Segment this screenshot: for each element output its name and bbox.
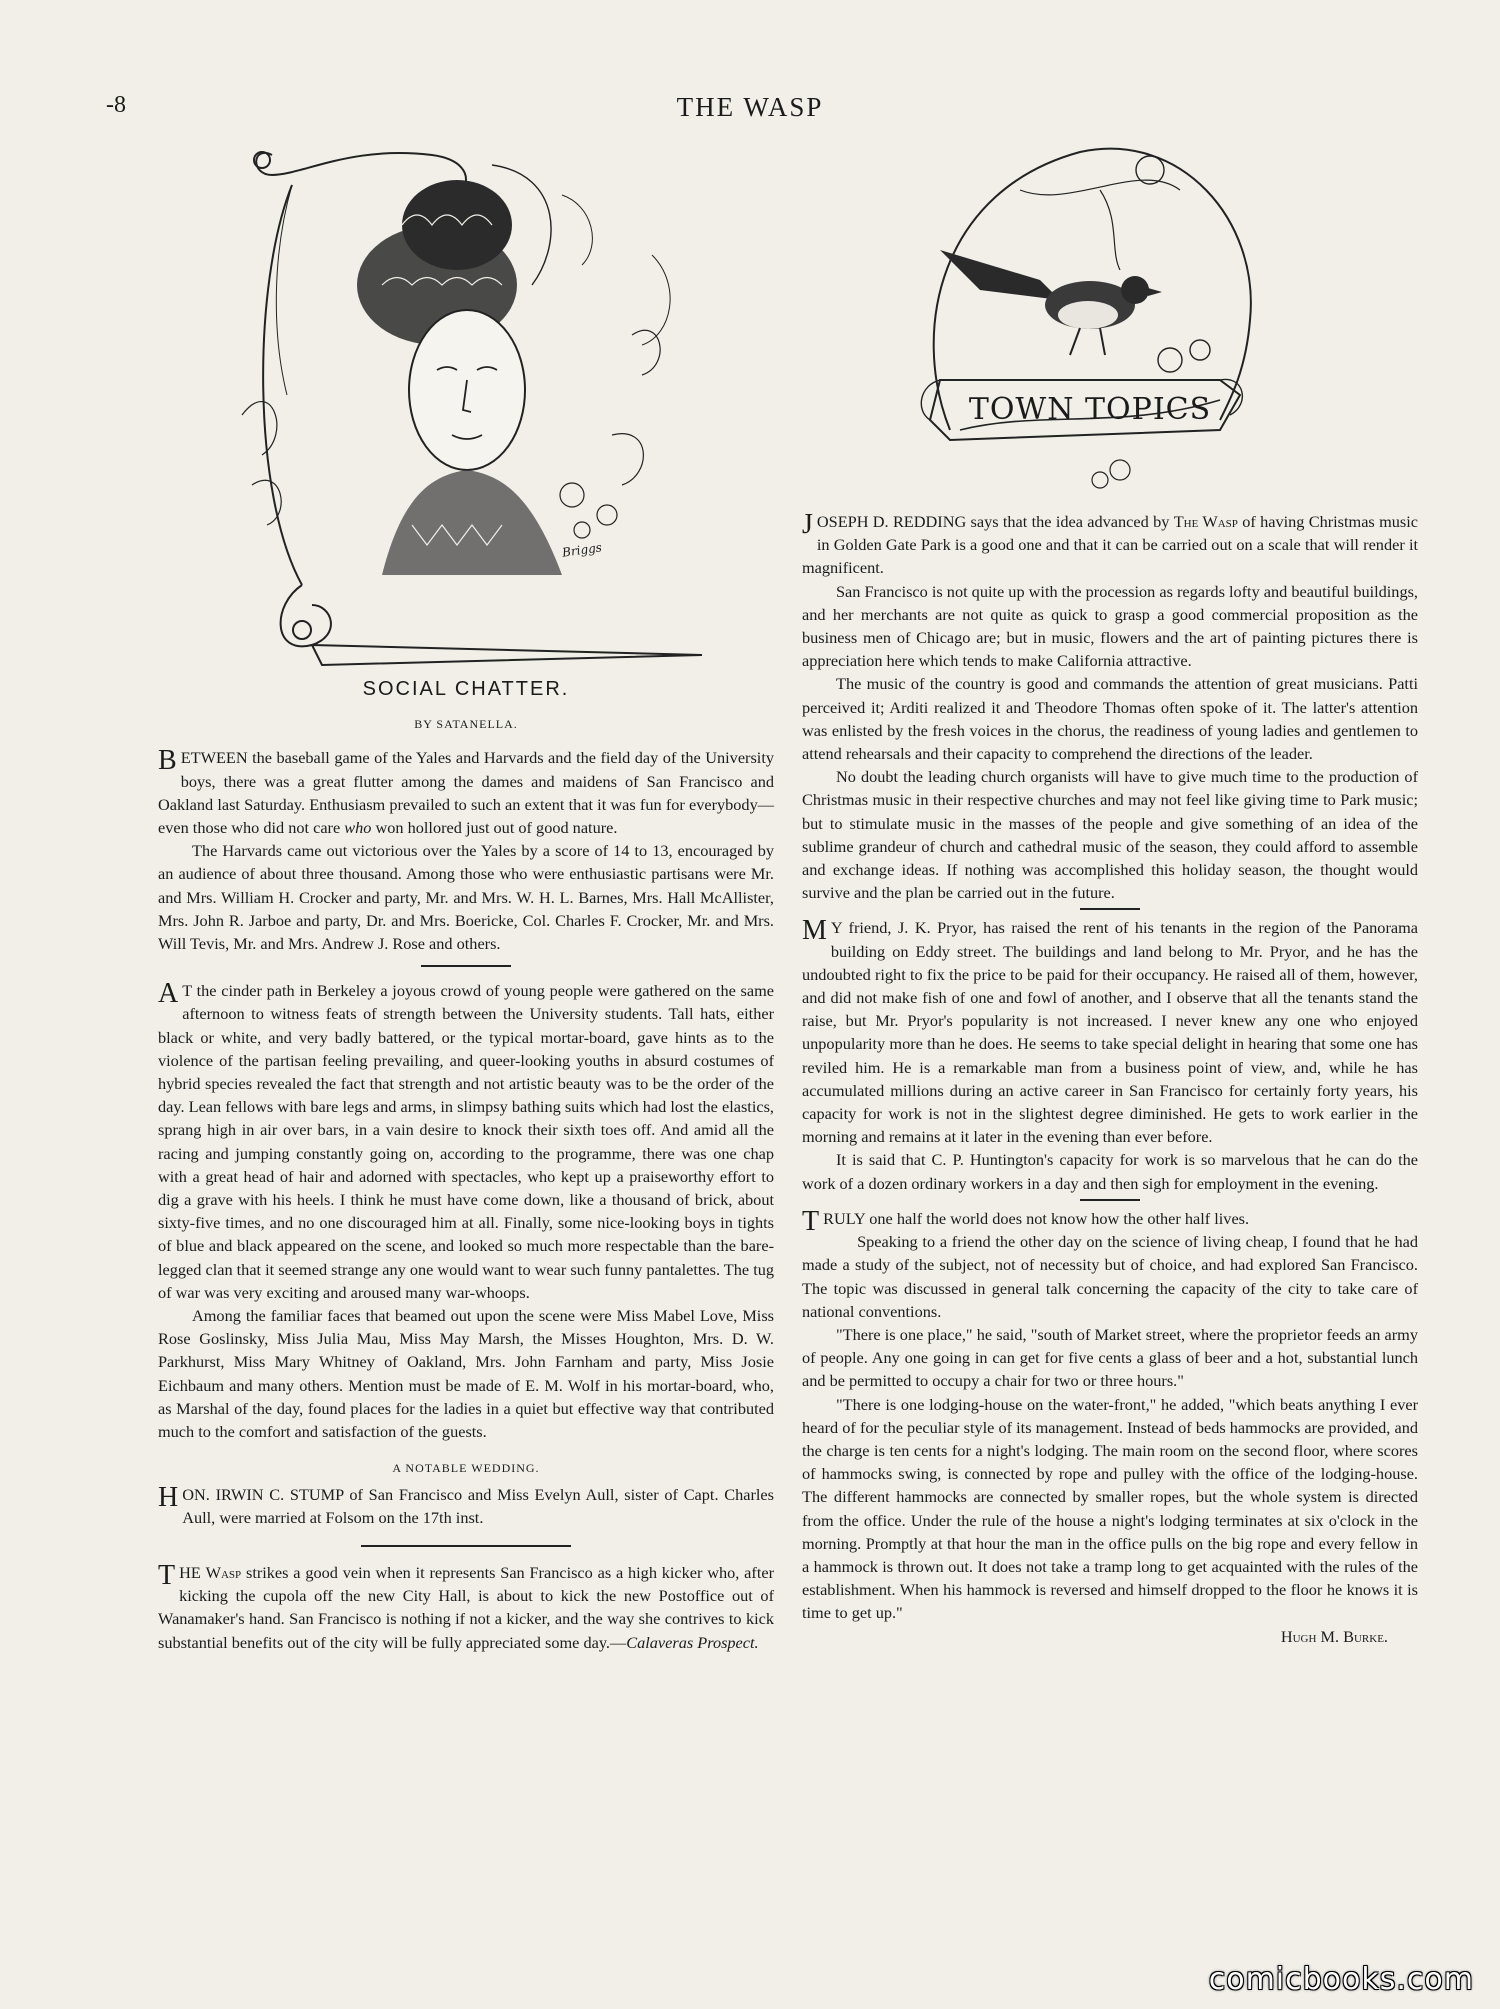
drop-cap: A xyxy=(158,978,179,1010)
paragraph-text: HE xyxy=(179,1562,201,1582)
drop-cap: T xyxy=(158,1559,176,1591)
article-paragraph xyxy=(158,746,774,839)
drop-cap: B xyxy=(158,745,177,777)
article-paragraph: The music of the country is good and commands the attention of great musicians. Patti perceived it; Arditi realized it and Theodore Thomas often spoke of it. The latter's attention was enlisted by the fresh voices in the chorus, the readiness of young ladies and gentlemen to attend rehearsals and their capacity to comprehend the directions of the leader. xyxy=(802,674,1418,764)
article-paragraph: "There is one lodging-house on the water-front," he added, "which beats anything I ever heard of for the peculiar style of its management. Instead of beds hammocks are provided, and the charge is ten cents for a night's lodging. The main room on the second floor, where scores of hammocks swing, is connected by rope and pulley with the office of the lodging-house. The different hammocks are connected by smaller ropes, but the whole system is directed from the office. Under the rule of the house a night's lodging terminates at six o'clock in the morning. Promptly at that hour the man in the office pulls on the big rope and every fellow in a hammock is thrown out. It does not take a tramp long to get acquainted with the rules of the establishment. When his hammock is reversed and himself dropped to the floor he knows it is time to get up." xyxy=(802,1394,1418,1623)
drop-cap: H xyxy=(158,1481,179,1513)
paragraph-text: T the cinder path in Berkeley a joyous crowd of young people were gathered on the same afternoon to witness feats of strength between the University students. Tall hats, either black or white, and very badly battered, or the typical mortar-board, gave hints as to the violence of the partisan feeling prevailing, and queer-looking youths in absurd costumes of hybrid species revealed the fact that strength and not artistic beauty was to be the order of the day. Lean fellows with bare legs and arms, in slimpsy bathing suits which had lost the elastics, sprang high in air over bars, in a vain desire to knock their sixth toes off. And amid all the racing and jumping constantly going on, according to the programme, there was one chap with a great head of hair and adorned with spectacles, who kept up a praiseworthy effort to dig a grave with his heels. I think he must have come down, like a thousand of brick, about sixty-five times, and no one discouraged him at all. Finally, some nice-looking boys in tights of blue and black appeared on the scene, and looked so much more respectable than the bare-legged clan that it seemed strange any one would want to wear such funny pantalettes. The tug of war was very exciting and aroused many war-whoops. xyxy=(158,981,774,1302)
source-citation: Calaveras Prospect. xyxy=(626,1632,759,1652)
article-paragraph: Among the familiar faces that beamed out upon the scene were Miss Mabel Love, Miss Rose Goslinsky, Miss Julia Mau, Miss May Marsh, the Misses Houghton, Mrs. D. W. Parkhurst, Miss Mary Whitney of Oakland, Mrs. John Farnham and party, Miss Josie Eichbaum and many others. Mention must be made of E. M. Wolf in his mortar-board, who, as Marshal of the day, found places for the ladies in a quiet but effective way that contributed much to the comfort and satisfaction of the guests. xyxy=(158,1306,774,1442)
paragraph-text: ON. IRWIN C. STUMP of San Francisco and Miss Evelyn Aull, sister of Capt. Charles Aull, were married at Folsom on the 17th inst. xyxy=(182,1484,774,1527)
divider xyxy=(361,1545,571,1547)
masthead: THE WASP xyxy=(676,92,824,122)
article-paragraph: The Harvards came out victorious over the Yales by a score of 14 to 13, encouraged by an audience of about three thousand. Among those who were enthusiastic partisans were Mr. and Mrs. William H. Crocker and party, Mr. and Mrs. W. H. L. Barnes, Mrs. Hall McAllister, Mrs. John R. Jarboe and party, Dr. and Mrs. Boericke, Col. Charles F. Crocker, Mr. and Mrs. Will Tevis, Mr. and Mrs. Andrew J. Rose and others. xyxy=(158,841,774,954)
paragraph-text: RULY one half the world does not know how the other half lives. xyxy=(823,1208,1250,1228)
left-column xyxy=(158,678,774,1654)
article-paragraph xyxy=(802,916,1418,1148)
town-topics-banner: TOWN TOPICS xyxy=(968,392,1212,427)
article-paragraph xyxy=(158,1561,774,1654)
article-paragraph xyxy=(158,1483,774,1529)
article-paragraph: Speaking to a friend the other day on the science of living cheap, I found that he had made a study of the subject, not of necessity but of choice, and had explored San Francisco. The topic was discussed in general talk concerning the capacity of the city to take care of national conventions. xyxy=(802,1232,1418,1321)
article-paragraph: San Francisco is not quite up with the procession as regards lofty and beautiful buildings, and her merchants are not quite as quick to grasp a good commercial proposition as the business men of Chicago are; but in music, flowers and the art of painting pictures there is appreciation here which tends to make California attractive. xyxy=(802,581,1418,671)
author-signature: Hugh M. Burke. xyxy=(1280,1626,1388,1646)
article-paragraph: It is said that C. P. Huntington's capacity for work is so marvelous that he can do the work of a dozen ordinary workers in a day and then sigh for employment in the evening. xyxy=(802,1150,1418,1193)
paragraph-text: OSEPH D. REDDING says that the idea advanced by xyxy=(816,512,1170,531)
divider xyxy=(421,965,511,967)
emphasis-text: who xyxy=(344,818,372,838)
paragraph-text: of having Christmas music in Golden Gate Park is a good one and that it can be carried out on a scale that will render it magnificent. xyxy=(802,512,1418,578)
paragraph-text: Y friend, J. K. Pryor, has raised the rent of his tenants in the region of the Panorama building on Eddy street. The buildings and land belong to Mr. Pryor, and he has the undoubted right to fix the price to be paid for their occupancy. He raised all of them, however, and did not make fish of one and fowl of another, and I observe that all the tenants stand the raise, but Mr. Pryor's popularity is not increased. I never knew any one who enjoyed unpopularity more than he does. He seems to take special delight in hearing that some one has reviled him. He is a remarkable man from a business point of view, and, while he has accumulated millions during an active career in San Francisco for certainly forty years, his capacity for work is not in the slightest degree diminished. He gets to work earlier in the morning and remains at it later in the evening than ever before. xyxy=(802,918,1418,1147)
byline: BY SATANELLA. xyxy=(414,717,518,732)
town-topics-illustration xyxy=(920,130,1260,510)
drop-cap: M xyxy=(802,915,827,947)
paragraph-text: ETWEEN the baseball game of the Yales and Harvards and the field day of the University boys, there was a great flutter among the dames and maidens of San Francisco and Oakland last Saturday. Enthusiasm prevailed to such an extent that it was fun for everybody—even those who did not care xyxy=(158,748,774,838)
paper-name: Wasp xyxy=(205,1562,242,1582)
artist-signature: Briggs xyxy=(561,540,603,560)
drop-cap: T xyxy=(802,1205,820,1237)
article-paragraph xyxy=(802,1205,1418,1237)
divider xyxy=(1080,908,1140,910)
wedding-subhead: A NOTABLE WEDDING. xyxy=(392,1461,540,1476)
right-column xyxy=(802,510,1418,1648)
article-paragraph: "There is one place," he said, "south of Market street, where the proprietor feeds an army of people. Any one going in can get for five cents a glass of beer and a hot, substantial lunch and be permitted to occupy a chair for two or three hours." xyxy=(802,1324,1418,1391)
site-watermark: comicbooks.com xyxy=(1208,1962,1474,1997)
paper-name: The Wasp xyxy=(1173,512,1238,531)
article-paragraph xyxy=(158,979,774,1304)
article-paragraph xyxy=(802,510,1418,580)
paragraph-text: strikes a good vein when it represents San Francisco as a high kicker who, after kicking the cupola off the new City Hall, is about to kick the new Postoffice out of Wanamaker's hand. San Francisco is nothing if not a kicker, and the way she contrives to kick substantial benefits out of the city will be fully appreciated some day.— xyxy=(158,1562,774,1652)
page-number: -8 xyxy=(106,92,126,118)
article-paragraph: No doubt the leading church organists will have to give much time to the production of Christmas music in their respective churches and may not feel like giving time to Park music; but to stimulate music in the masses of the people and give something of an idea of the sublime grandeur of church and cathedral music of the season, they could afford to assemble and exchange ideas. If nothing was accomplished this holiday season, the thought would survive and the plan be carried out in the future. xyxy=(802,767,1418,903)
paragraph-text: won hollored just out of good nature. xyxy=(375,818,618,838)
drop-cap: J xyxy=(802,509,813,540)
social-chatter-illustration xyxy=(232,135,710,675)
divider xyxy=(1080,1199,1140,1201)
social-chatter-title: SOCIAL CHATTER. xyxy=(362,678,570,700)
